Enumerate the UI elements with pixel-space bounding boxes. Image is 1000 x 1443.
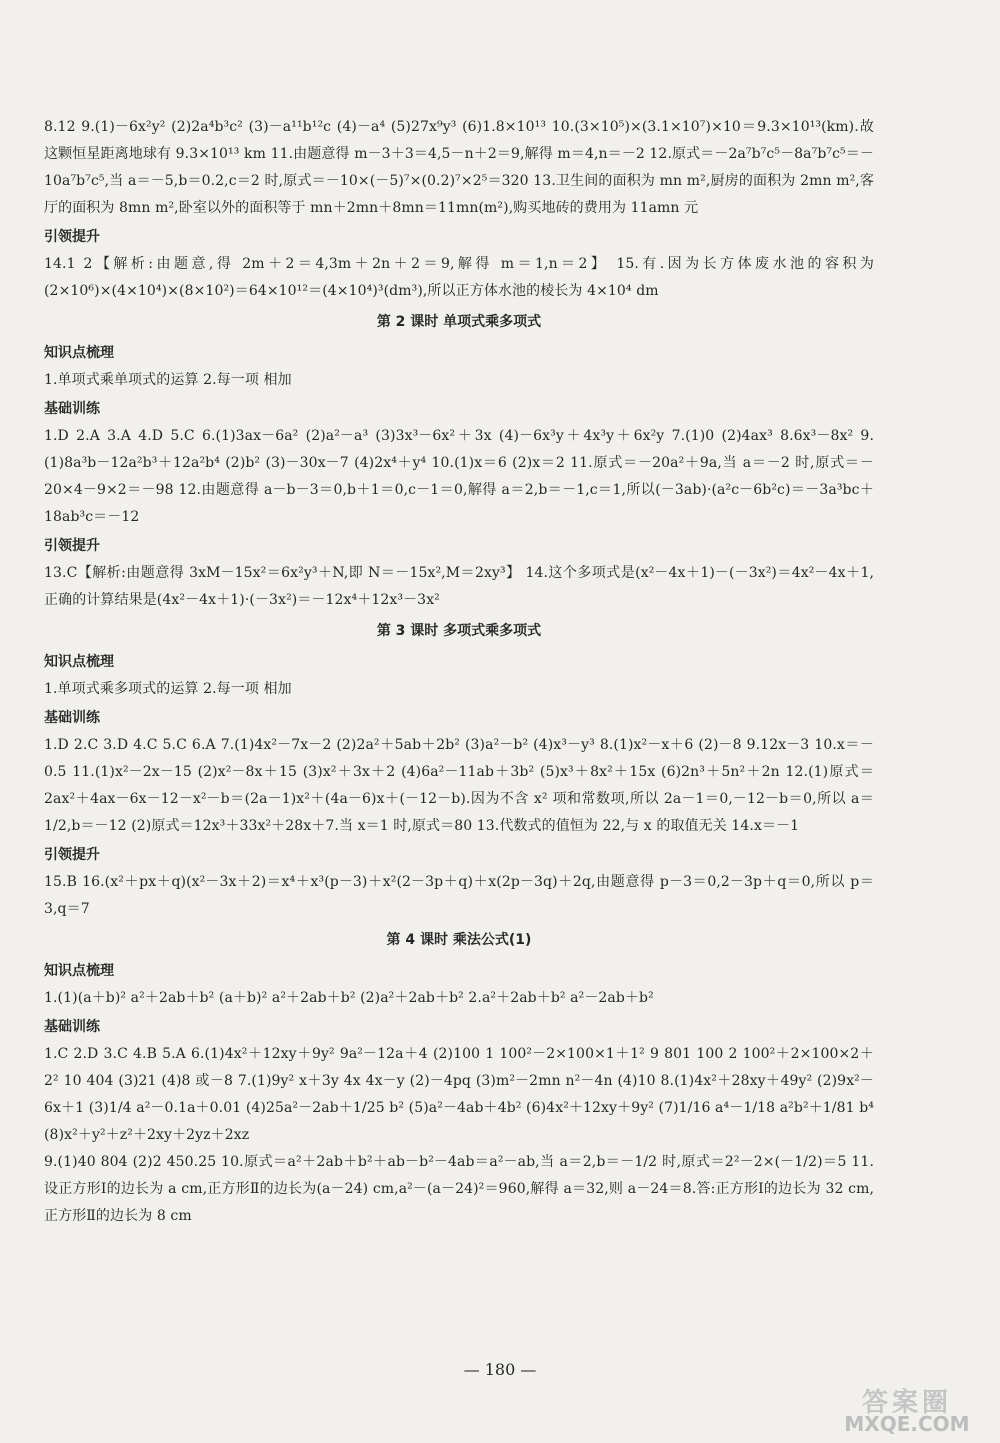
section-heading: 基础训练 [44, 1019, 100, 1035]
answer-paragraph: 8.12 9.(1)－6x²y² (2)2a⁴b³c² (3)－a¹¹b¹²c (4)－a⁴ (5)27x⁹y³ (6)1.8×10¹³ 10.(3×10⁵)×(3.1×10⁷)×10＝9.3×10¹³(km).故这颗恒星距离地球有 9.3×10¹³ km 11.由题意得 m－3＋3＝4,5－n＋2＝9,解得 m＝4,n＝－2 12.原式＝－2a⁷b⁷c⁵－8a⁷b⁷c⁵＝－10a⁷b⁷c⁵,当 a＝－5,b＝0.2,c＝2 时,原式＝－10×(－5)⁷×(0.2)⁷×2⁵＝320 13.卫生间的面积为 mn m²,厨房的面积为 2mn m²,客厅的面积为 8mn m²,卧室以外的面积等于 mn＋2mn＋8mn＝11mn(m²),购买地砖的费用为 11amn 元 [44, 119, 874, 216]
page-number: — 180 — [463, 1360, 537, 1379]
watermark-url: MXQE.COM [844, 1412, 970, 1436]
answer-paragraph: 13.C【解析:由题意得 3xM－15x²＝6x²y³＋N,即 N＝－15x²,M＝2xy³】 14.这个多项式是(x²－4x＋1)－(－3x²)＝4x²－4x＋1,正确的计算结果是(4x²－4x＋1)·(－3x²)＝－12x⁴＋12x³－3x² [44, 565, 874, 608]
answer-paragraph: 1.D 2.A 3.A 4.D 5.C 6.(1)3ax－6a² (2)a²－a³ (3)3x³－6x²＋3x (4)－6x³y＋4x³y＋6x²y 7.(1)0 (2)4ax³ 8.6x³－8x² 9.(1)8a³b－12a²b³＋12a²b⁴ (2)b² (3)－30x－7 (4)2x⁴＋y⁴ 10.(1)x＝6 (2)x＝2 11.原式＝－20a²＋9a,当 a＝－2 时,原式＝－20×4－9×2＝－98 12.由题意得 a－b－3＝0,b＋1＝0,c－1＝0,解得 a＝2,b＝－1,c＝1,所以(－3ab)·(a²c－6b²c)＝－3a³bc＋18ab³c＝－12 [44, 428, 874, 525]
answer-paragraph: 1.C 2.D 3.C 4.B 5.A 6.(1)4x²＋12xy＋9y² 9a²－12a＋4 (2)100 1 100²－2×100×1＋1² 9 801 100 2 100²＋2×100×2＋2² 10 404 (3)21 (4)8 或－8 7.(1)9y² x＋3y 4x 4x－y (2)－4pq (3)m²－2mn n²－4n (4)10 8.(1)4x²＋28xy＋49y² (2)9x²－6x＋1 (3)1/4 a²－0.1a＋0.01 (4)25a²－2ab＋1/25 b² (5)a²－4ab＋4b² (6)4x²＋12xy＋9y² (7)1/16 a⁴－1/18 a²b²＋1/81 b⁴ (8)x²＋y²＋z²＋2xy＋2yz＋2xz [44, 1046, 874, 1143]
answer-paragraph: 1.单项式乘多项式的运算 2.每一项 相加 [44, 681, 292, 697]
section-heading: 引领提升 [44, 538, 100, 554]
watermark [822, 1382, 992, 1436]
answer-paragraph: 9.(1)40 804 (2)2 450.25 10.原式＝a²＋2ab＋b²＋ab－b²－4ab＝a²－ab,当 a＝2,b＝－1/2 时,原式＝2²－2×(－1/2)＝5 11.设正方形Ⅰ的边长为 a cm,正方形Ⅱ的边长为(a－24) cm,a²－(a－24)²＝960,解得 a＝32,则 a－24＝8.答:正方形Ⅰ的边长为 32 cm,正方形Ⅱ的边长为 8 cm [44, 1154, 874, 1224]
section-heading: 引领提升 [44, 847, 100, 863]
answer-paragraph: 1.(1)(a＋b)² a²＋2ab＋b² (a＋b)² a²＋2ab＋b² (2)a²＋2ab＋b² 2.a²＋2ab＋b² a²－2ab＋b² [44, 990, 654, 1006]
answer-paragraph: 1.单项式乘单项式的运算 2.每一项 相加 [44, 372, 292, 388]
section-heading: 知识点梳理 [44, 654, 114, 670]
section-heading: 基础训练 [44, 710, 100, 726]
lesson-title: 第 3 课时 多项式乘多项式 [376, 623, 542, 639]
section-heading: 知识点梳理 [44, 345, 114, 361]
answer-paragraph: 14.1 2【解析:由题意,得 2m＋2＝4,3m＋2n＋2＝9,解得 m＝1,n＝2】 15.有.因为长方体废水池的容积为(2×10⁶)×(4×10⁴)×(8×10²)＝64×10¹²＝(4×10⁴)³(dm³),所以正方体水池的棱长为 4×10⁴ dm [44, 256, 874, 299]
watermark-logo: 答案圈 [861, 1388, 952, 1418]
section-heading: 引领提升 [44, 229, 100, 245]
lesson-title: 第 2 课时 单项式乘多项式 [376, 314, 542, 330]
section-heading: 基础训练 [44, 401, 100, 417]
answer-paragraph: 15.B 16.(x²＋px＋q)(x²－3x＋2)＝x⁴＋x³(p－3)＋x²(2－3p＋q)＋x(2p－3q)＋2q,由题意得 p－3＝0,2－3p＋q＝0,所以 p＝3,q＝7 [44, 874, 874, 917]
lesson-title: 第 4 课时 乘法公式(1) [386, 932, 532, 948]
section-heading: 知识点梳理 [44, 963, 114, 979]
answer-paragraph: 1.D 2.C 3.D 4.C 5.C 6.A 7.(1)4x²－7x－2 (2)2a²＋5ab＋2b² (3)a²－b² (4)x³－y³ 8.(1)x²－x＋6 (2)－8 9.12x－3 10.x＝－0.5 11.(1)x²－2x－15 (2)x²－8x＋15 (3)x²＋3x＋2 (4)6a²－11ab＋3b² (5)x³＋8x²＋15x (6)2n³＋5n²＋2n 12.(1)原式＝2ax²＋4ax－6x－12－x²－b＝(2a－1)x²＋(4a－6)x＋(－12－b).因为不含 x² 项和常数项,所以 2a－1＝0,－12－b＝0,所以 a＝1/2,b＝－12 (2)原式＝12x³＋33x²＋28x＋7.当 x＝1 时,原式＝80 13.代数式的值恒为 22,与 x 的取值无关 14.x＝－1 [44, 737, 874, 834]
answer-content [44, 114, 874, 1230]
